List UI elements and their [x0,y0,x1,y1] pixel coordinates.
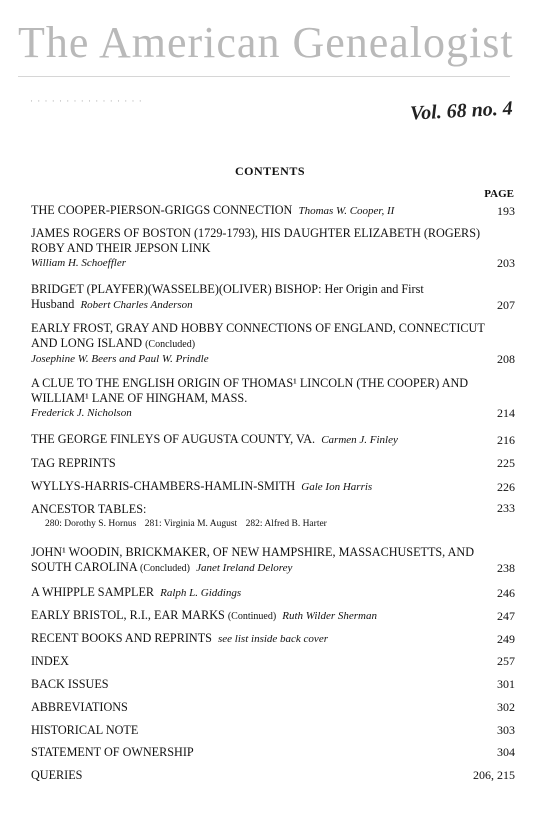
entry-title: THE COOPER-PIERSON-GRIGGS CONNECTION [31,203,293,217]
toc-entry[interactable] [31,700,515,715]
entry-page: 233 [497,501,515,515]
toc-entry[interactable] [31,479,515,495]
entry-page: 302 [497,700,515,714]
entry-title: HISTORICAL NOTE [31,723,139,737]
entry-title: THE GEORGE FINLEYS OF AUGUSTA COUNTY, VA. [31,432,316,446]
entry-title: ABBREVIATIONS [31,700,128,714]
contents-heading: CONTENTS [234,164,306,178]
entry-title: A WHIPPLE SAMPLER [31,585,155,599]
entry-page: 226 [497,480,515,494]
entry-page: 238 [497,561,515,575]
page-column-header: PAGE [484,188,514,200]
entry-title: STATEMENT OF OWNERSHIP [31,745,194,759]
entry-page: 301 [497,677,515,691]
publication-info-faded: · · · · · · · · · · · · · · · · [30,96,143,106]
entry-title: EARLY FROST, GRAY AND HOBBY CONNECTIONS OF ENGLAND, CONNECTICUT AND LONG ISLAND [31,321,485,350]
entry-title: ANCESTOR TABLES: [31,502,147,516]
entry-page: 304 [497,745,515,759]
ancestor-table-list [31,517,515,532]
entry-author: see list inside back cover [218,633,328,645]
entry-author: Thomas W. Cooper, II [298,205,395,217]
entry-page: 247 [497,609,515,623]
entry-author: Ruth Wilder Sherman [282,610,377,622]
entry-author: Carmen J. Finley [321,434,398,446]
toc-entry[interactable] [31,631,515,647]
toc-entry[interactable] [31,321,515,367]
entry-title: RECENT BOOKS AND REPRINTS [31,631,212,645]
entry-title: JAMES ROGERS OF BOSTON (1729-1793), HIS DAUGHTER ELIZABETH (ROGERS) ROBY AND THEIR JEPSON LINK [31,226,481,255]
entry-page: 206, 215 [473,768,515,782]
toc-entry[interactable] [31,654,515,669]
toc-entry[interactable] [31,608,515,624]
entry-page: 225 [497,456,515,470]
entry-page: 246 [497,586,515,600]
entry-page: 193 [497,204,515,218]
entry-page: 249 [497,632,515,646]
entry-title: EARLY BRISTOL, R.I., EAR MARKS [31,608,225,622]
toc-entry[interactable] [31,723,515,738]
toc-entry[interactable] [31,203,515,219]
entry-note: (Concluded) [140,563,191,574]
toc-entry[interactable] [31,282,515,313]
entry-title: WYLLYS-HARRIS-CHAMBERS-HAMLIN-SMITH [31,479,296,493]
entry-note: (Continued) [227,611,277,622]
entry-title: TAG REPRINTS [31,456,116,470]
toc-entry[interactable] [31,545,515,576]
handwritten-volume-note: Vol. 68 no. 4 [409,97,514,125]
entry-title: A CLUE TO THE ENGLISH ORIGIN OF THOMAS¹ LINCOLN (THE COOPER) AND WILLIAM¹ LANE OF HINGHAM, MASS. [31,376,469,405]
ancestor-table-item: 280: Dorothy S. Hornus [45,519,137,529]
entry-author: Robert Charles Anderson [80,299,193,311]
entry-author: Frederick J. Nicholson [31,407,132,419]
entry-author: Josephine W. Beers and Paul W. Prindle [31,353,209,365]
entry-page: 208 [497,352,515,366]
entry-author: Janet Ireland Delorey [196,562,293,574]
toc-entry[interactable] [31,745,515,760]
entry-page: 303 [497,723,515,737]
ancestor-table-item: 282: Alfred B. Harter [245,519,327,529]
toc-entry[interactable] [31,768,515,783]
entry-author: Gale Ion Harris [301,481,373,493]
ancestor-table-item: 281: Virginia M. August [144,519,238,529]
entry-title: JOHN¹ WOODIN, BRICKMAKER, OF NEW HAMPSHIRE, MASSACHUSETTS, AND SOUTH CAROLINA [31,545,475,574]
entry-title: BRIDGET (PLAYFER)(WASSELBE)(OLIVER) BISHOP: Her Origin and First Husband [31,282,424,311]
toc-entry[interactable] [31,585,515,601]
entry-title: QUERIES [31,768,83,782]
entry-title: INDEX [31,654,69,668]
toc-entry[interactable] [31,677,515,692]
masthead-title: The American Genealogist [18,18,514,67]
masthead-divider [18,76,510,77]
entry-page: 257 [497,654,515,668]
entry-author: Ralph L. Giddings [160,587,242,599]
entry-page: 203 [497,256,515,270]
toc-entry[interactable] [31,456,515,471]
toc-entry[interactable] [31,376,515,421]
entry-page: 216 [497,433,515,447]
toc-entry[interactable] [31,432,515,448]
entry-note: (Concluded) [145,339,196,350]
entry-title: BACK ISSUES [31,677,109,691]
entry-page: 207 [497,298,515,312]
entry-page: 214 [497,406,515,420]
entry-author: William H. Schoeffler [31,257,127,269]
toc-entry[interactable] [31,502,515,532]
toc-entry[interactable] [31,226,515,271]
